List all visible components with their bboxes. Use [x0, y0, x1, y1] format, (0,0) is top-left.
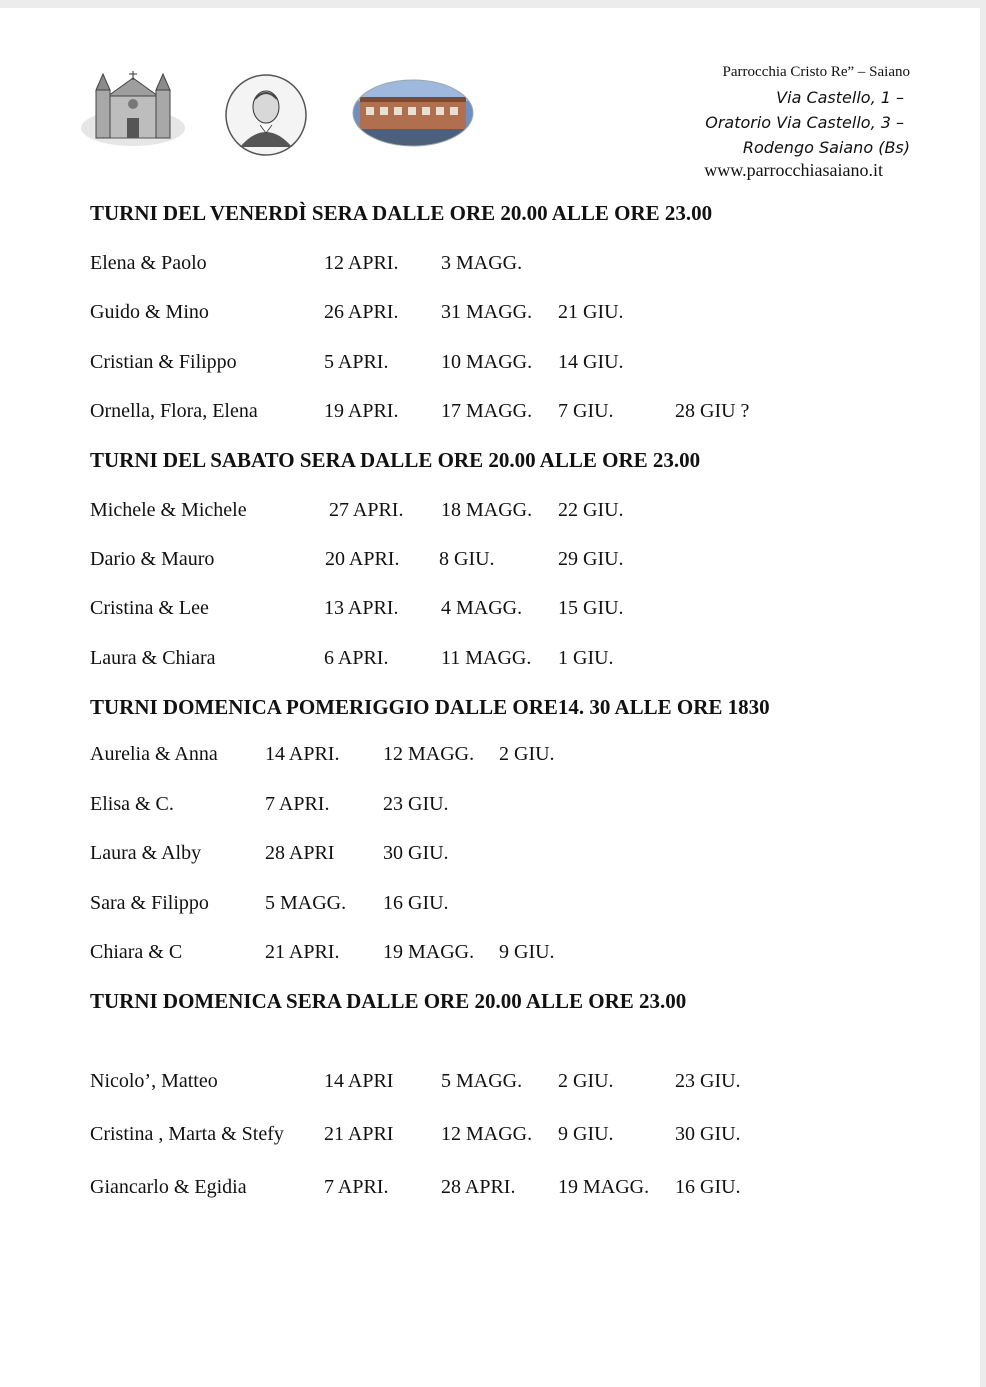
shift-volunteers: Laura & Chiara — [90, 647, 216, 669]
section-title-domenica-sera: TURNI DOMENICA SERA DALLE ORE 20.00 ALLE ORE 23.00 — [90, 989, 687, 1013]
shift-date: 19 APRI. — [324, 400, 399, 422]
shift-date: 19 MAGG. — [558, 1176, 650, 1198]
shift-date: 3 MAGG. — [441, 252, 523, 274]
shift-date: 21 APRI — [324, 1123, 394, 1145]
shift-date: 12 MAGG. — [441, 1123, 533, 1145]
shift-date: 4 MAGG. — [441, 597, 523, 619]
shift-volunteers: Sara & Filippo — [90, 892, 209, 914]
website-link[interactable]: www.parrocchiasaiano.it — [704, 160, 883, 180]
shift-volunteers: Ornella, Flora, Elena — [90, 400, 258, 422]
shift-date: 9 GIU. — [499, 941, 555, 963]
shift-date: 21 GIU. — [558, 301, 624, 323]
oratory-building-logo — [352, 79, 474, 147]
shift-date: 16 GIU. — [383, 892, 449, 914]
shift-date: 14 APRI — [324, 1070, 394, 1092]
shift-volunteers: Chiara & C — [90, 941, 183, 963]
shift-date: 2 GIU. — [499, 743, 555, 765]
shift-date: 12 MAGG. — [383, 743, 475, 765]
shift-date: 5 MAGG. — [441, 1070, 523, 1092]
shift-date: 9 GIU. — [558, 1123, 614, 1145]
shift-date: 13 APRI. — [324, 597, 399, 619]
shift-row — [0, 892, 980, 918]
shift-date: 27 APRI. — [329, 499, 404, 521]
shift-row — [0, 351, 980, 377]
shift-volunteers: Laura & Alby — [90, 842, 202, 864]
shift-row — [0, 597, 980, 623]
shift-date: 14 GIU. — [558, 351, 624, 373]
shift-date: 8 GIU. — [439, 548, 495, 570]
shift-date: 7 APRI. — [324, 1176, 389, 1198]
shift-volunteers: Elisa & C. — [90, 793, 174, 815]
shift-row — [0, 400, 980, 426]
shift-date: 12 APRI. — [324, 252, 399, 274]
shift-date: 5 MAGG. — [265, 892, 347, 914]
shift-date: 2 GIU. — [558, 1070, 614, 1092]
shift-date: 30 GIU. — [383, 842, 449, 864]
section-title-domenica-pomeriggio: TURNI DOMENICA POMERIGGIO DALLE ORE14. 30 ALLE ORE 1830 — [90, 695, 770, 719]
shift-row — [0, 1176, 980, 1202]
shift-volunteers: Aurelia & Anna — [90, 743, 218, 765]
section-title-sabato: TURNI DEL SABATO SERA DALLE ORE 20.00 ALLE ORE 23.00 — [90, 448, 701, 472]
church-logo — [78, 68, 188, 150]
shift-row — [0, 1123, 980, 1149]
shift-date: 16 GIU. — [675, 1176, 741, 1198]
shift-date: 29 GIU. — [558, 548, 624, 570]
parish-name: Parrocchia Cristo Re” – Saiano — [722, 64, 910, 80]
shift-date: 10 MAGG. — [441, 351, 533, 373]
shift-date: 14 APRI. — [265, 743, 340, 765]
shift-date: 18 MAGG. — [441, 499, 533, 521]
shift-date: 26 APRI. — [324, 301, 399, 323]
shift-volunteers: Michele & Michele — [90, 499, 247, 521]
address-line-3: Rodengo Saiano (Bs) — [742, 138, 910, 157]
shift-volunteers: Cristina & Lee — [90, 597, 209, 619]
shift-row — [0, 941, 980, 967]
document-page — [0, 8, 980, 1387]
shift-date: 23 GIU. — [675, 1070, 741, 1092]
address-line-1: Via Castello, 1 – — [776, 88, 904, 107]
shift-date: 1 GIU. — [558, 647, 614, 669]
shift-date: 19 MAGG. — [383, 941, 475, 963]
shift-date: 5 APRI. — [324, 351, 389, 373]
shift-row — [0, 1070, 980, 1096]
shift-date: 31 MAGG. — [441, 301, 533, 323]
shift-date: 28 APRI. — [441, 1176, 516, 1198]
portrait-logo — [224, 73, 308, 157]
shift-row — [0, 793, 980, 819]
shift-date: 28 GIU ? — [675, 400, 750, 422]
shift-volunteers: Guido & Mino — [90, 301, 209, 323]
shift-row — [0, 647, 980, 673]
shift-row — [0, 499, 980, 525]
shift-date: 20 APRI. — [325, 548, 400, 570]
shift-row — [0, 842, 980, 868]
shift-volunteers: Nicolo’, Matteo — [90, 1070, 218, 1092]
shift-date: 7 APRI. — [265, 793, 330, 815]
shift-row — [0, 743, 980, 769]
shift-date: 30 GIU. — [675, 1123, 741, 1145]
shift-date: 6 APRI. — [324, 647, 389, 669]
address-line-2: Oratorio Via Castello, 3 – — [705, 113, 904, 132]
shift-date: 11 MAGG. — [441, 647, 532, 669]
shift-row — [0, 301, 980, 327]
shift-volunteers: Elena & Paolo — [90, 252, 207, 274]
shift-volunteers: Cristina , Marta & Stefy — [90, 1123, 284, 1145]
shift-row — [0, 548, 980, 574]
section-title-venerdi: TURNI DEL VENERDÌ SERA DALLE ORE 20.00 ALLE ORE 23.00 — [90, 201, 713, 225]
shift-volunteers: Giancarlo & Egidia — [90, 1176, 247, 1198]
shift-volunteers: Cristian & Filippo — [90, 351, 237, 373]
shift-date: 22 GIU. — [558, 499, 624, 521]
shift-date: 17 MAGG. — [441, 400, 533, 422]
shift-volunteers: Dario & Mauro — [90, 548, 215, 570]
shift-date: 21 APRI. — [265, 941, 340, 963]
shift-date: 23 GIU. — [383, 793, 449, 815]
shift-date: 7 GIU. — [558, 400, 614, 422]
shift-date: 15 GIU. — [558, 597, 624, 619]
shift-date: 28 APRI — [265, 842, 335, 864]
shift-row — [0, 252, 980, 278]
